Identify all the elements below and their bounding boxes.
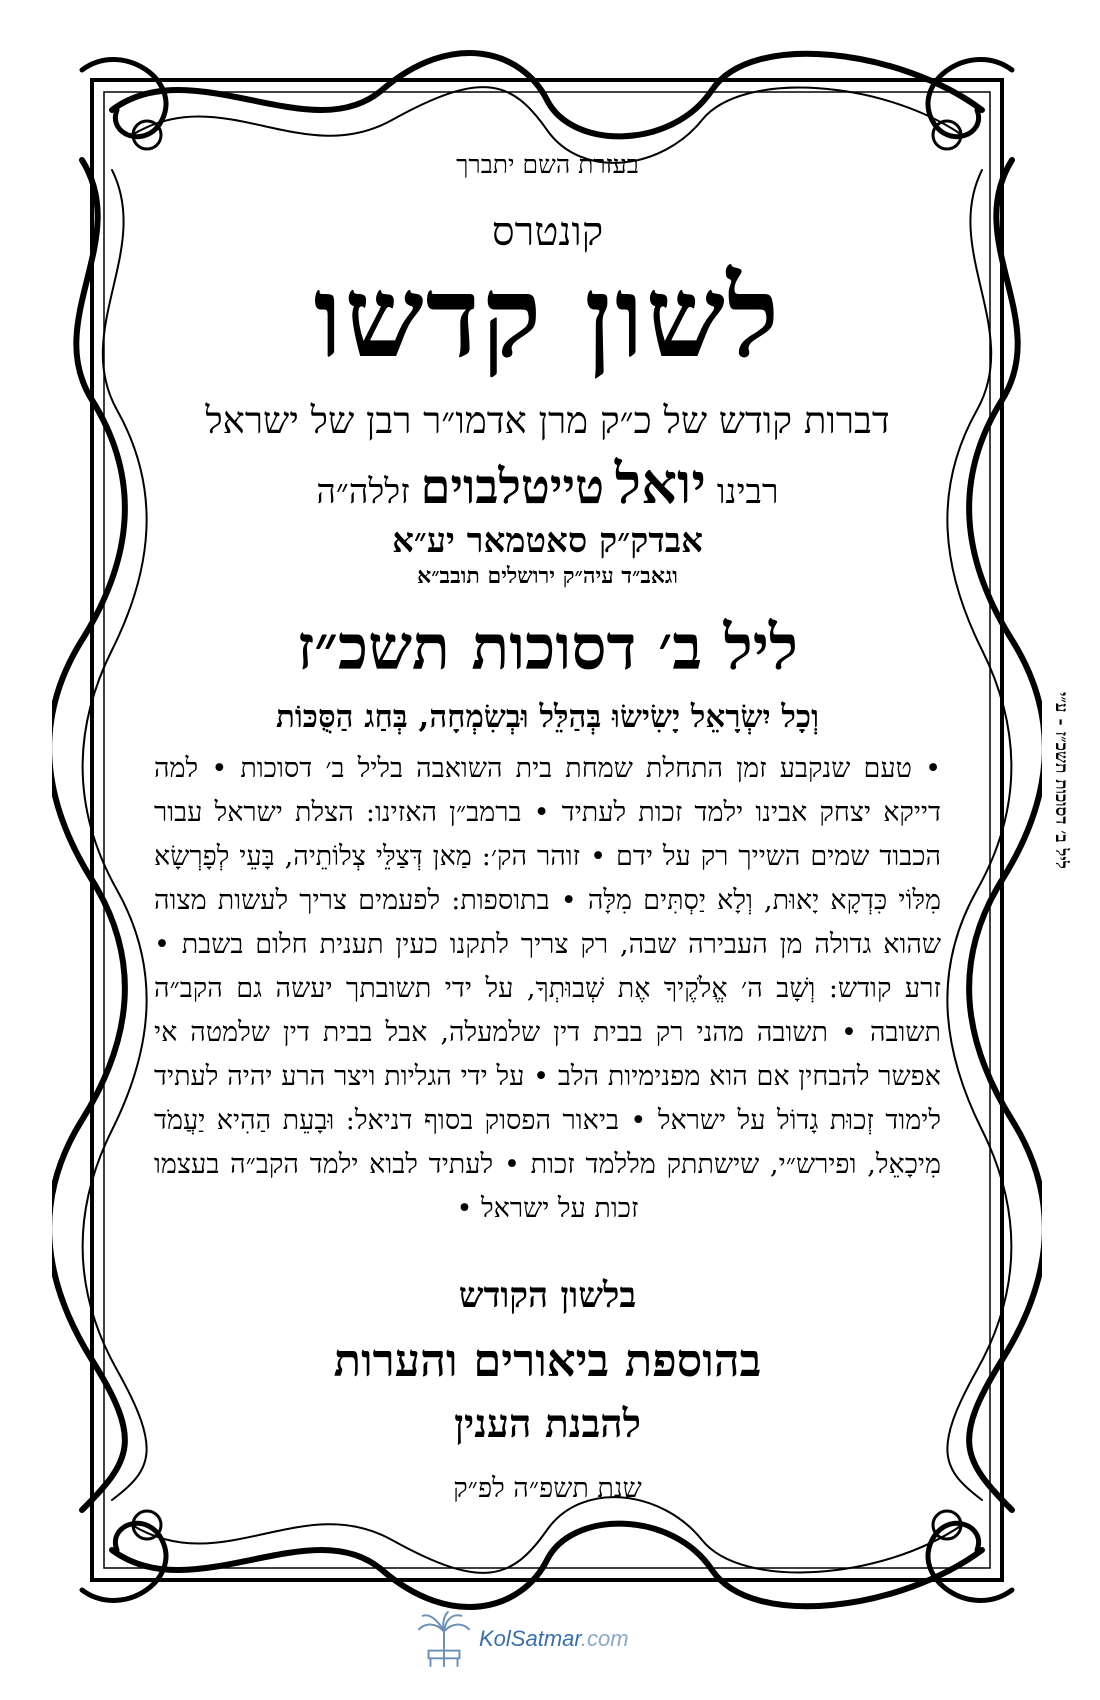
event-title: ליל ב׳ דסוכות תשכ״ז [297,610,798,684]
author-suffix: זללה״ה [316,471,410,512]
understanding-note: להבנת הענין [454,1400,641,1447]
summary-line: • טעם שנקבע זמן התחלת שמחת בית השואבה בליל ב׳ דסוכות • [211,752,941,784]
summary-line: ופירש״י, שישתתק מללמד זכות • לעתיד לבוא ילמד הקב״ה בעצמו [154,1148,857,1180]
summary-line: על ישראל • ביאור הפסוק בסוף דניאל: וּבָעֵת הַהִיא יַעֲמֹד מִיכָאֵל, [154,1104,941,1180]
palm-tree-bench-icon [415,1610,473,1668]
summary-line: למה דייקא יצחק אבינו ילמד זכות לעתיד • ברמב״ן האזינו: הצלת [154,752,941,828]
language-note: בלשון הקודש [458,1274,637,1316]
author-last-name: טייטלבוים [420,458,605,515]
header-blessing: בעזרת השם יתברך [456,150,639,179]
author-gaavad: וגאב״ד עיה״ק ירושלים תובב״א [417,562,678,589]
summary-line: צְלוֹתֵיה, בָּעֵי לְפָרְשָׂא מִלּוֹי כִּדְקָא יָאוּת, וְלָא יַסְתִּים מִלָּה • בתוספות: [154,840,941,916]
site-logo-text [479,1626,629,1652]
author-prefix: רבינו [716,471,779,512]
summary-paragraph [150,747,945,1231]
title-page-content [150,150,945,1580]
main-title: לשון קדשו [313,252,782,383]
summary-line: ישראל עבור הכבוד שמים השייך רק על ידם • זוהר הק׳: מַאן דְּצַלֵּי [154,796,941,872]
logo-name: KolSatmar [479,1626,581,1651]
logo-suffix: .com [580,1626,629,1651]
summary-line: לתקנו כעין תענית חלום בשבת • זרע קודש: וְשָׁב ה׳ אֱלֹקֶיךָ אֶת [154,928,941,1004]
summary-line: בבית דין שלמעלה, אבל בבית דין שלמטה אי אפשר להבחין אם הוא [154,1016,942,1092]
author-first-name: יואל [614,450,707,517]
additions-note: בהוספת ביאורים והערות [333,1333,762,1387]
publication-year: שנת תשפ״ה לפ״ק [453,1472,642,1504]
side-caption: ליל ב׳ דסוכות תשכ״ז - ע״י [1051,691,1071,869]
author-name-line [150,451,945,517]
kuntres-label: קונטרס [491,209,604,255]
summary-line: לפעמים צריך לעשות מצוה שהוא גדולה מן העבירה שבה, רק צריך [154,884,941,960]
author-avbd: אבדק״ק סאטמאר יע״א [392,520,703,561]
summary-line: מפנימיות הלב • על ידי הגליות ויצר הרע יהיה לעתיד לימוד זְכוּת גָדוֹל [154,1060,941,1136]
pasuk-line: וְכָל יִשְׂרָאֵל יָשִׂישׂוּ בְּהַלֵּל וּבְשִׂמְחָה, בְּחַג הַסֻּכּוֹת [275,698,820,735]
site-logo[interactable] [415,1608,675,1670]
summary-line: שְׁבוּתְךָ, על ידי תשובתך יעשה גם הקב״ה תשובה • תשובה מהני רק [154,972,941,1048]
summary-line: זכות על ישראל • [456,1192,639,1224]
author-description: דברות קודש של כ״ק מרן אדמו״ר רבן של ישראל [205,398,890,442]
